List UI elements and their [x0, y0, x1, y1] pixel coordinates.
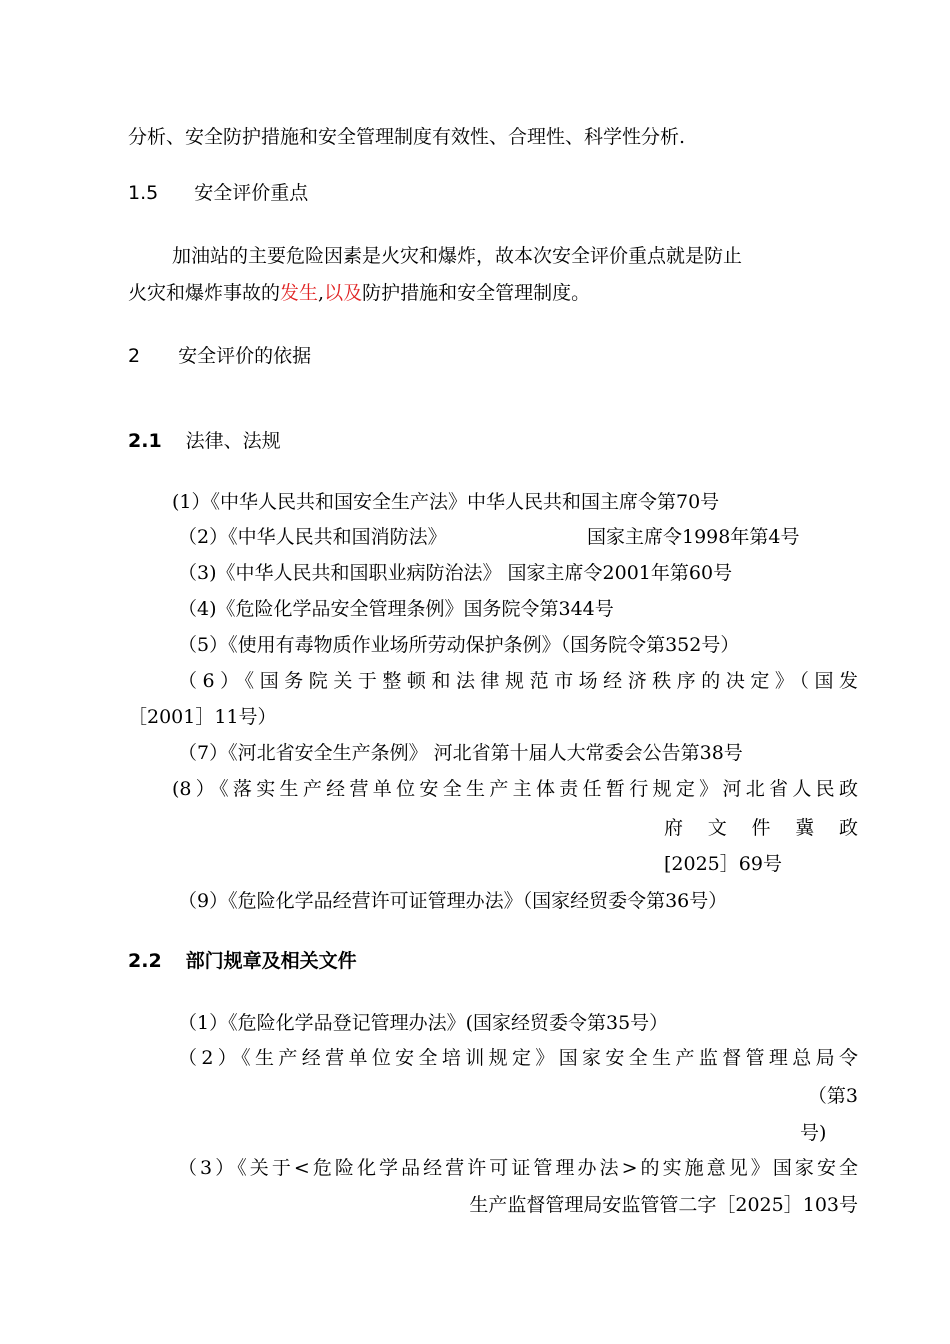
law-item-1: (1）《中华人民共和国安全生产法》中华人民共和国主席令第70号 [172, 491, 720, 513]
law-item-3: （3)《中华人民共和国职业病防治法》 国家主席令2001年第60号 [178, 562, 733, 584]
rule-item-3-line-1: （3）《关于<危险化学品经营许可证管理办法>的实施意见》国家安全 [178, 1157, 858, 1179]
law-item-8-line-1: (8）《落实生产经营单位安全生产主体责任暂行规定》河北省人民政 [172, 778, 858, 800]
law-item-8-line-2: 府 文 件 冀 政 [664, 817, 858, 839]
text-run: 火灾和爆炸事故的 [128, 282, 281, 304]
rule-item-3-line-2: 生产监督管理局安监管管二字［2025］103号 [469, 1194, 858, 1216]
section-title: 法律、法规 [185, 430, 281, 452]
highlight-text: 发生 [280, 282, 319, 304]
section-number: 2.1 [128, 430, 162, 452]
law-item-6-line-1: （6）《国务院关于整顿和法律规范市场经济秩序的决定》（国发 [178, 670, 858, 692]
para-1-5-line-2 [128, 280, 590, 306]
law-item-6-line-2: ［2001］11号） [128, 706, 277, 728]
section-number: 2.2 [128, 950, 162, 972]
rule-item-2-line-3: 号) [800, 1122, 827, 1144]
text-run: 防护措施和安全管理制度。 [362, 282, 591, 304]
section-2-heading [128, 343, 311, 369]
rule-item-1: （1）《危险化学品登记管理办法》(国家经贸委令第35号） [178, 1012, 669, 1034]
law-item-8-line-3: [2025］69号 [664, 853, 782, 875]
law-item-4: （4)《危险化学品安全管理条例》国务院令第344号 [178, 598, 614, 620]
highlight-text: 以及 [324, 282, 363, 304]
text-run: , [318, 282, 325, 304]
rule-item-2-line-1: （2）《生产经营单位安全培训规定》国家安全生产监督管理总局令 [178, 1047, 858, 1069]
law-item-9: （9）《危险化学品经营许可证管理办法》（国家经贸委令第36号） [178, 890, 728, 912]
section-2-1-heading [128, 428, 281, 454]
law-item-5: （5）《使用有毒物质作业场所劳动保护条例》（国务院令第352号） [178, 634, 740, 656]
section-title: 安全评价的依据 [178, 345, 312, 367]
section-number: 1.5 [128, 182, 159, 204]
section-number: 2 [128, 345, 141, 367]
section-1-5-heading [128, 180, 308, 206]
section-title: 安全评价重点 [194, 182, 309, 204]
para-1-5-line-1: 加油站的主要危险因素是火灾和爆炸，故本次安全评价重点就是防止 [172, 245, 743, 267]
rule-item-2-line-2: （第3 [807, 1085, 858, 1107]
law-item-2-title: （2）《中华人民共和国消防法》 [178, 526, 447, 548]
intro-line: 分析、安全防护措施和安全管理制度有效性、合理性、科学性分析. [128, 126, 686, 148]
law-item-7: （7）《河北省安全生产条例》 河北省第十届人大常委会公告第38号 [178, 742, 743, 764]
section-2-2-heading [128, 948, 357, 974]
section-title: 部门规章及相关文件 [185, 950, 357, 972]
law-item-2-issuer: 国家主席令1998年第4号 [587, 526, 800, 548]
